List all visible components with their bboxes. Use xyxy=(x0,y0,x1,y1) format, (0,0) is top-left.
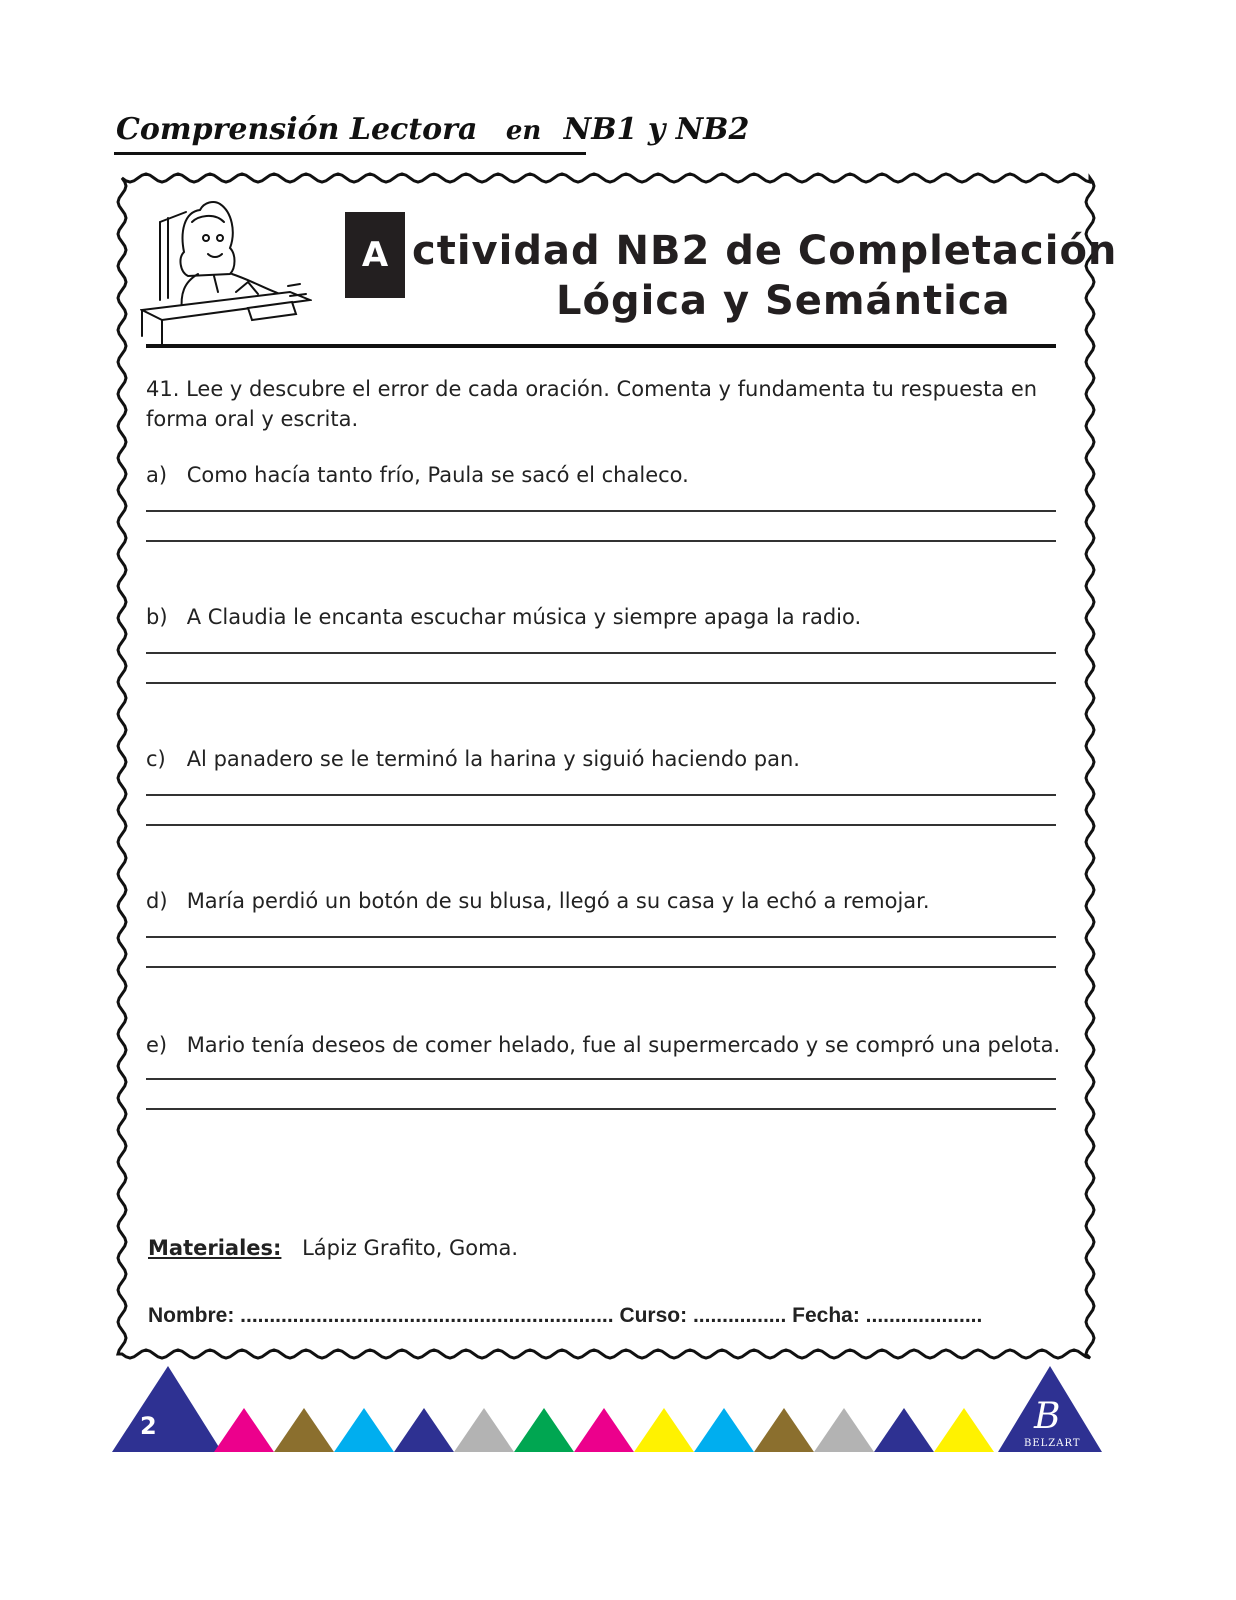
footer-triangle xyxy=(214,1408,274,1452)
footer-triangle xyxy=(454,1408,514,1452)
footer-triangle xyxy=(394,1408,454,1452)
footer-triangle xyxy=(694,1408,754,1452)
title-initial-box: A xyxy=(345,212,405,298)
item-label: d) xyxy=(146,889,168,913)
footer-triangle xyxy=(634,1408,694,1452)
item-label: a) xyxy=(146,463,168,487)
item-label: c) xyxy=(146,747,166,771)
header-part2: en xyxy=(505,116,542,146)
title-line-2: Lógica y Semántica xyxy=(556,278,1011,324)
footer-triangle-left xyxy=(112,1366,222,1452)
header-part1: Comprensión Lectora xyxy=(116,112,478,147)
footer-triangle xyxy=(274,1408,334,1452)
footer-triangle xyxy=(514,1408,574,1452)
item-sentence: Mario tenía deseos de comer helado, fue al supermercado y se compró una pelota. xyxy=(186,1033,1061,1057)
footer-triangle xyxy=(814,1408,874,1452)
curso-field[interactable]: Curso: ................ xyxy=(619,1304,787,1327)
item-sentence: Al panadero se le terminó la harina y siguió haciendo pan. xyxy=(186,747,800,771)
item-label: b) xyxy=(146,605,168,629)
item-sentence: Como hacía tanto frío, Paula se sacó el chaleco. xyxy=(186,463,689,487)
instruction-text: 41. Lee y descubre el error de cada oración. Comenta y fundamenta tu respuesta en forma oral y escrita. xyxy=(146,377,1038,431)
item-label: e) xyxy=(146,1033,168,1057)
footer-triangle xyxy=(574,1408,634,1452)
footer-triangle xyxy=(874,1408,934,1452)
title-line-1: ctividad NB2 de Completación xyxy=(412,228,1118,274)
fecha-field[interactable]: Fecha: .................... xyxy=(792,1304,983,1327)
footer-triangle xyxy=(754,1408,814,1452)
publisher-logo: B xyxy=(1034,1396,1061,1437)
publisher-name: BELZART xyxy=(1024,1438,1081,1449)
nombre-field[interactable]: Nombre: ................................................................ xyxy=(148,1304,614,1327)
footer-triangle xyxy=(934,1408,994,1452)
header-part3: NB1 y NB2 xyxy=(563,112,750,147)
footer-triangle xyxy=(334,1408,394,1452)
item-sentence: A Claudia le encanta escuchar música y siempre apaga la radio. xyxy=(186,605,862,629)
materials-label: Materiales: xyxy=(148,1236,282,1260)
item-sentence: María perdió un botón de su blusa, llegó a su casa y la echó a remojar. xyxy=(186,889,930,913)
page-number: 2 xyxy=(140,1412,157,1440)
materials-value: Lápiz Grafito, Goma. xyxy=(302,1236,519,1260)
